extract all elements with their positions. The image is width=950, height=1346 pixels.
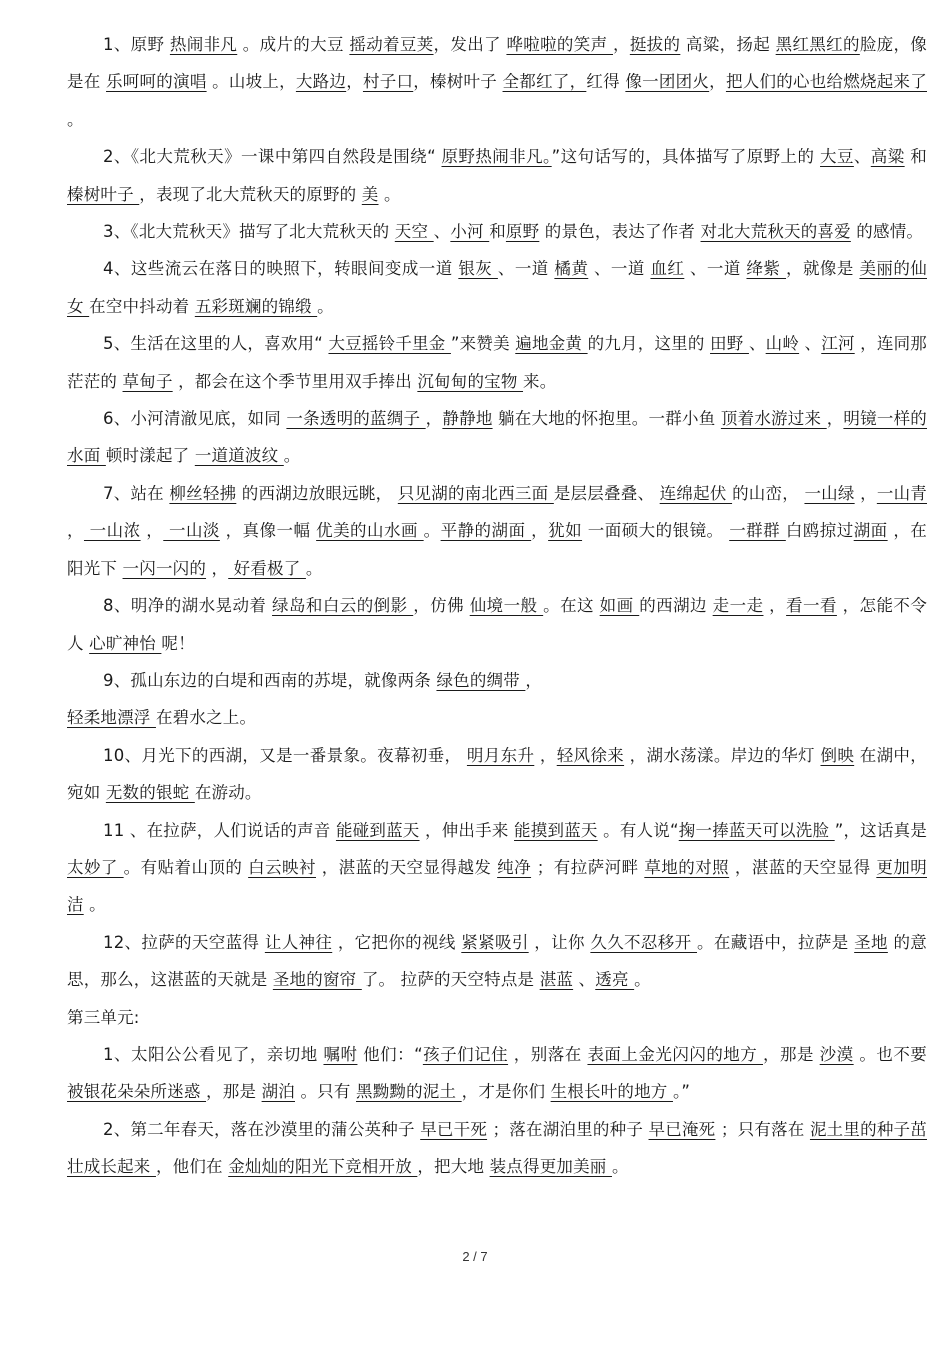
text-segment: 他们：“: [357, 1044, 423, 1064]
text-segment: 的感情。: [850, 222, 924, 242]
text-segment: ，: [613, 35, 630, 54]
answer-blank: 好看极了: [228, 558, 306, 578]
answer-blank: 原野热闹非凡。: [441, 147, 552, 167]
text-segment: 躺在大地的怀抱里。一群小鱼: [492, 409, 721, 429]
answer-blank: 圣地的窗帘: [272, 970, 362, 990]
answer-blank: 轻风徐来: [556, 745, 625, 765]
answer-blank: 犹如: [548, 521, 583, 541]
answer-blank: 村子口: [362, 72, 414, 92]
paragraph: [67, 924, 927, 999]
text-segment: 、: [748, 334, 766, 354]
text-segment: ，: [763, 596, 787, 616]
text-segment: ，: [525, 670, 543, 690]
text-segment: 一面硕大的银镜。: [582, 521, 730, 541]
text-segment: 。: [634, 970, 651, 990]
paragraph: [67, 737, 927, 812]
text-segment: 。成片的大豆: [237, 35, 350, 54]
text-segment: 脸庞，像是在: [67, 35, 928, 92]
text-segment: 。在藏语中，拉萨是: [697, 932, 855, 952]
answer-blank: 优美的山水画: [316, 521, 424, 541]
text-segment: 、: [573, 970, 596, 990]
text-segment: 。有人说“: [597, 820, 679, 840]
answer-blank: 对北大荒秋天的喜爱: [700, 222, 851, 242]
answer-blank: 遍地金黄: [515, 334, 588, 354]
answer-blank: 天空: [394, 222, 434, 242]
text-segment: 。在这: [543, 596, 600, 616]
answer-blank: 田野: [710, 334, 749, 354]
text-segment: ，真像一幅: [219, 521, 317, 541]
answer-blank: 血红: [650, 259, 685, 279]
text-segment: ，才是你们: [461, 1082, 551, 1102]
answer-blank: 江河: [821, 334, 855, 354]
text-segment: 、: [799, 334, 822, 354]
answer-blank: 哗啦啦的笑声: [506, 35, 613, 54]
text-segment: ，都会在这个季节里用双手捧出: [172, 371, 418, 391]
text-segment: 在游动。: [194, 783, 262, 803]
answer-blank: 草甸子: [122, 371, 173, 391]
text-segment: ，表现了北大荒秋天的原野的: [139, 184, 362, 204]
answer-blank: 原野: [505, 222, 540, 242]
answer-blank: 早已干死: [420, 1119, 488, 1139]
text-segment: ”来赞美: [450, 334, 516, 354]
text-segment: ，湖水荡漾。岸边的华灯: [624, 745, 821, 765]
answer-blank: 静静地: [442, 409, 493, 429]
answer-blank: 一道道波纹: [194, 446, 284, 466]
paragraph: [67, 1111, 927, 1186]
paragraph: [67, 26, 927, 138]
answer-blank: 挺拔的: [629, 35, 681, 54]
text-segment: ，怎能不令人: [67, 596, 928, 653]
paragraph: [67, 812, 927, 924]
text-segment: 。: [83, 895, 106, 915]
text-segment: 在空中抖动着: [89, 296, 195, 316]
answer-blank: 美: [361, 184, 379, 204]
answer-blank: 湖泊: [261, 1082, 295, 1102]
text-segment: 在湖中，宛如: [67, 745, 927, 803]
text-segment: 4、这些流云在落日的映照下，转眼间变成一道: [103, 259, 459, 279]
answer-blank: 被银花朵朵所迷惑: [67, 1082, 207, 1102]
text-segment: 。: [283, 446, 301, 466]
text-segment: 。只有: [295, 1082, 356, 1102]
answer-blank: 山岭: [765, 334, 800, 354]
answer-blank: 仙境一般: [469, 596, 544, 616]
text-segment: ，伸出手来: [419, 820, 515, 840]
text-segment: ，: [709, 72, 726, 92]
answer-blank: 银灰: [458, 259, 498, 279]
answer-blank: 黑黝黝的泥土: [356, 1082, 462, 1102]
answer-blank: 热闹非凡: [169, 35, 238, 54]
paragraph: [67, 400, 927, 475]
text-segment: ，连同那茫茫的: [67, 334, 927, 391]
answer-blank: 一山青: [876, 483, 927, 503]
answer-blank: 一山淡: [163, 521, 220, 541]
answer-blank: 能摸到蓝天: [514, 820, 598, 840]
text-segment: 8、明净的湖水晃动着: [103, 596, 273, 616]
text-segment: 3、《北大荒秋天》描写了北大荒秋天的: [103, 222, 395, 242]
answer-blank: 草地的对照: [644, 857, 730, 877]
answer-blank: 把人们的心也给燃烧起来了: [725, 72, 927, 92]
answer-blank: 一群群: [729, 521, 786, 541]
answer-blank: 太妙了: [67, 857, 124, 877]
answer-blank: 全都红了，: [502, 72, 587, 92]
answer-blank: 让人神往: [264, 932, 333, 952]
answer-blank: 白云映衬: [248, 857, 316, 877]
paragraph: [67, 587, 927, 662]
answer-blank: 紧紧吸引: [461, 932, 529, 952]
answer-blank: 透亮: [595, 970, 635, 990]
answer-blank: 顶着水游过来: [720, 409, 827, 429]
answer-blank: 高粱: [870, 147, 905, 167]
answer-blank: 一条透明的蓝绸子: [286, 409, 426, 429]
answer-blank: 纯净: [497, 857, 532, 877]
answer-blank: 大路边: [295, 72, 347, 92]
text-segment: 是层层叠叠、: [553, 483, 660, 503]
answer-blank: 孩子们记住: [422, 1044, 509, 1064]
paragraph: [67, 699, 927, 736]
text-segment: 。: [317, 296, 334, 316]
text-segment: 高粱，扬起: [680, 35, 776, 54]
answer-blank: 绿岛和白云的倒影: [272, 596, 414, 616]
answer-blank: 湛蓝: [539, 970, 574, 990]
answer-blank: 榛树叶子: [67, 184, 140, 204]
answer-blank: 久久不忍移开: [590, 932, 698, 952]
answer-blank: 轻柔地漂浮: [67, 708, 156, 728]
text-segment: 11 、在拉萨，人们说话的声音: [103, 820, 336, 840]
answer-blank: 一山浓: [83, 521, 141, 541]
paragraph: [67, 325, 927, 400]
text-segment: ，发出了: [433, 35, 507, 54]
text-segment: 。: [305, 558, 323, 578]
answer-blank: 只见湖的南北西三面: [397, 483, 554, 503]
answer-blank: 湖面: [853, 521, 888, 541]
answer-blank: 黑红黑红的: [775, 35, 860, 54]
text-segment: 、一道: [497, 259, 555, 279]
paragraph: [67, 999, 927, 1036]
answer-blank: 表面上金光闪闪的地方: [587, 1044, 763, 1064]
answer-blank: 能碰到蓝天: [335, 820, 420, 840]
text-segment: 。: [611, 1157, 629, 1177]
answer-blank: 乐呵呵的演唱: [106, 72, 207, 92]
answer-blank: 嘱咐: [323, 1044, 358, 1064]
answer-blank: 早已淹死: [648, 1119, 716, 1139]
text-segment: 7、站在: [103, 483, 170, 503]
answer-blank: 金灿灿的阳光下竞相开放: [228, 1157, 418, 1177]
text-segment: ，: [206, 558, 229, 578]
text-segment: 12、拉萨的天空蓝得: [103, 932, 265, 952]
text-segment: 、一道: [588, 259, 651, 279]
text-segment: ，它把你的视线: [332, 932, 462, 952]
answer-blank: 橘黄: [554, 259, 589, 279]
paragraph: [67, 138, 927, 213]
paragraph: [67, 1036, 927, 1111]
answer-blank: 走一走: [712, 596, 764, 616]
answer-blank: 明月东升: [466, 745, 535, 765]
text-segment: 。也不要: [853, 1044, 928, 1064]
answer-blank: 无数的银蛇: [105, 783, 195, 803]
text-segment: 在碧水之上。: [155, 708, 257, 728]
answer-blank: 美丽的仙女: [67, 259, 927, 316]
text-segment: ，: [346, 72, 363, 92]
text-segment: 和: [904, 147, 928, 167]
paragraph: [67, 475, 927, 587]
paragraph: [67, 662, 927, 699]
text-segment: ；落在湖泊里的种子: [487, 1119, 649, 1139]
answer-blank: 看一看: [786, 596, 837, 616]
answer-blank: 更加明洁: [67, 857, 927, 915]
text-segment: 5、生活在这里的人，喜欢用“: [103, 334, 329, 354]
text-segment: ，榛树叶子: [413, 72, 503, 92]
answer-blank: 泥土里的种子茁壮成长起来: [67, 1119, 927, 1177]
answer-blank: 圣地: [854, 932, 888, 952]
text-segment: 白鸥掠过: [785, 521, 854, 541]
text-segment: ，: [854, 483, 877, 503]
text-segment: 呢！: [161, 633, 195, 653]
paragraph: [67, 250, 927, 325]
text-segment: 红得: [586, 72, 626, 92]
text-segment: 2、第二年春天，落在沙漠里的蒲公英种子: [103, 1119, 421, 1139]
text-segment: 了。 拉萨的天空特点是: [361, 970, 540, 990]
answer-blank: 掬一捧蓝天可以洗脸: [678, 820, 835, 840]
answer-blank: 大豆: [820, 147, 854, 167]
text-segment: 。有贴着山顶的: [123, 857, 249, 877]
answer-blank: 一闪一闪的: [122, 558, 207, 578]
text-segment: ；只有落在: [715, 1119, 810, 1139]
text-segment: ，让你: [528, 932, 591, 952]
answer-blank: 沉甸甸的宝物: [417, 371, 524, 391]
answer-blank: 绛紫: [746, 259, 787, 279]
text-segment: 1、太阳公公看见了，亲切地: [103, 1044, 324, 1064]
text-segment: 、: [433, 222, 451, 242]
text-segment: ，: [826, 409, 844, 429]
document-body: [67, 26, 927, 1186]
text-segment: ，: [531, 521, 549, 541]
answer-blank: 生根长叶的地方: [550, 1082, 673, 1102]
answer-blank: 五彩斑斓的锦缎: [194, 296, 318, 316]
text-segment: 的西湖边放眼远眺，: [236, 483, 398, 503]
answer-blank: 平静的湖面: [440, 521, 532, 541]
text-segment: ，仿佛: [413, 596, 470, 616]
answer-blank: 小河: [450, 222, 490, 242]
text-segment: 的九月，这里的: [587, 334, 711, 354]
answer-blank: 绿色的绸带: [436, 670, 526, 690]
text-segment: ，: [425, 409, 443, 429]
text-segment: ，他们在: [155, 1157, 229, 1177]
text-segment: ，那是: [763, 1044, 820, 1064]
text-segment: 的意思，那么，这湛蓝的天就是: [67, 932, 927, 990]
paragraph: [67, 213, 927, 250]
text-segment: ，就像是: [786, 259, 860, 279]
text-segment: 9、孤山东边的白堤和西南的苏堤，就像两条: [103, 670, 437, 690]
text-segment: ，湛蓝的天空显得越发: [316, 857, 498, 877]
text-segment: ，别落在: [508, 1044, 588, 1064]
answer-blank: 像一团团火: [625, 72, 710, 92]
text-segment: ”这句话写的，具体描写了原野上的: [551, 147, 821, 167]
answer-blank: 心旷神怡: [89, 633, 162, 653]
text-segment: 1、原野: [103, 35, 170, 54]
text-segment: ，湛蓝的天空显得: [729, 857, 877, 877]
text-segment: 和: [489, 222, 506, 242]
text-segment: ，: [534, 745, 557, 765]
text-segment: 来。: [523, 371, 557, 391]
page-number: 2 / 7: [462, 1249, 488, 1264]
text-segment: ，在阳光下: [67, 521, 928, 578]
answer-blank: 柳丝轻拂: [169, 483, 237, 503]
text-segment: 、: [853, 147, 871, 167]
text-segment: 6、小河清澈见底，如同: [103, 409, 287, 429]
answer-blank: 大豆摇铃千里金: [328, 334, 451, 354]
text-segment: 。: [67, 109, 84, 129]
text-segment: ，: [67, 521, 84, 541]
text-segment: 。山坡上，: [206, 72, 296, 92]
text-segment: 、一道: [684, 259, 747, 279]
text-segment: ；有拉萨河畔: [531, 857, 645, 877]
text-segment: ”，这话真是: [834, 820, 928, 840]
answer-blank: 摇动着豆荚: [349, 35, 434, 54]
text-segment: 。”: [672, 1082, 691, 1102]
text-segment: 的山峦，: [732, 483, 805, 503]
answer-blank: 一山绿: [804, 483, 855, 503]
answer-blank: 明镜一样的水面: [67, 409, 928, 466]
text-segment: 10、月光下的西湖，又是一番景象。夜幕初垂，: [103, 745, 467, 765]
text-segment: 2、《北大荒秋天》一课中第四自然段是围绕“: [103, 147, 442, 167]
text-segment: 的西湖边: [639, 596, 713, 616]
answer-blank: 连绵起伏: [659, 483, 733, 503]
text-segment: 第三单元:: [67, 1007, 140, 1027]
text-segment: 顿时漾起了: [105, 446, 195, 466]
text-segment: 的景色，表达了作者: [539, 222, 701, 242]
text-segment: 。: [423, 521, 441, 541]
answer-blank: 倒映: [820, 745, 855, 765]
text-segment: ，把大地: [417, 1157, 490, 1177]
text-segment: ，那是: [206, 1082, 262, 1102]
answer-blank: 装点得更加美丽: [489, 1157, 612, 1177]
answer-blank: 沙漠: [819, 1044, 854, 1064]
answer-blank: 如画: [599, 596, 640, 616]
text-segment: 。: [378, 184, 401, 204]
text-segment: ，: [140, 521, 164, 541]
